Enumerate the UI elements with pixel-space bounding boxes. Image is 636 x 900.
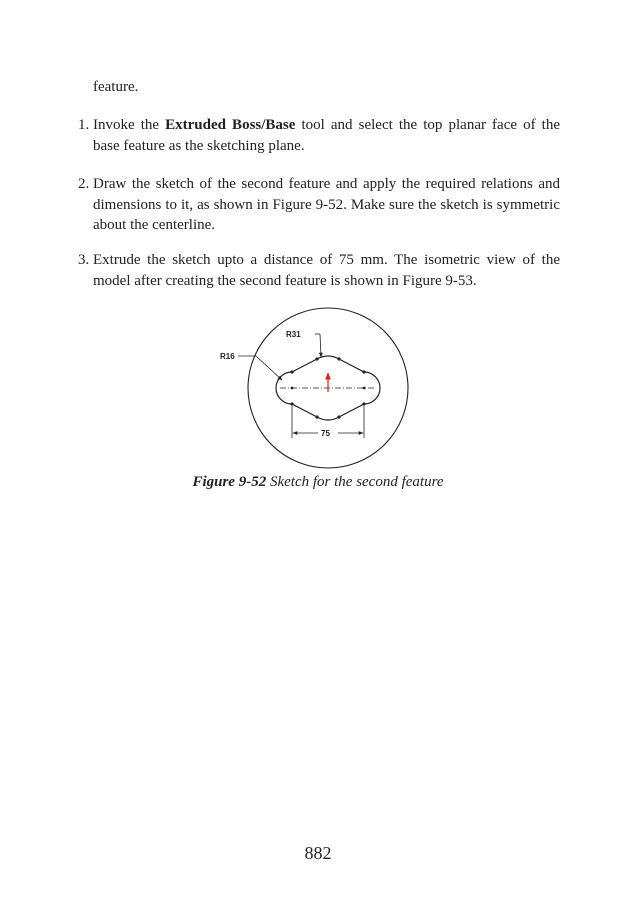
step-text: Draw the sketch of the second feature and apply the required relations and dimensions to it, as shown in Figure 9-52. Make sure the sketch is symmetric about the centerline.: [93, 176, 560, 233]
tool-name: Extruded Boss/Base: [165, 117, 296, 133]
step-number: 3.: [78, 252, 90, 268]
figure-caption: [0, 474, 636, 491]
step-text: Invoke the Extruded Boss/Base tool and select the top planar face of the base feature as the sketching plane.: [93, 117, 560, 154]
sketch-drawing: [214, 306, 414, 476]
dimension-r31: R31: [286, 330, 301, 339]
step-number: 2.: [78, 176, 90, 192]
dimension-r16: R16: [220, 352, 235, 361]
step-number: 1.: [78, 117, 90, 133]
step-2: [78, 174, 560, 236]
step-3: [78, 250, 560, 291]
step-text: Extrude the sketch upto a distance of 75 mm. The isometric view of the model after creating the second feature is shown in Figure 9-53.: [93, 252, 560, 289]
continued-text: feature.: [93, 79, 139, 95]
caption-text: Sketch for the second feature: [266, 474, 444, 490]
page-number: 882: [304, 843, 332, 863]
dimension-75: 75: [321, 429, 330, 438]
step-1: [78, 115, 560, 156]
sketch-figure: [214, 306, 414, 476]
caption-label: Figure 9-52: [192, 474, 267, 490]
